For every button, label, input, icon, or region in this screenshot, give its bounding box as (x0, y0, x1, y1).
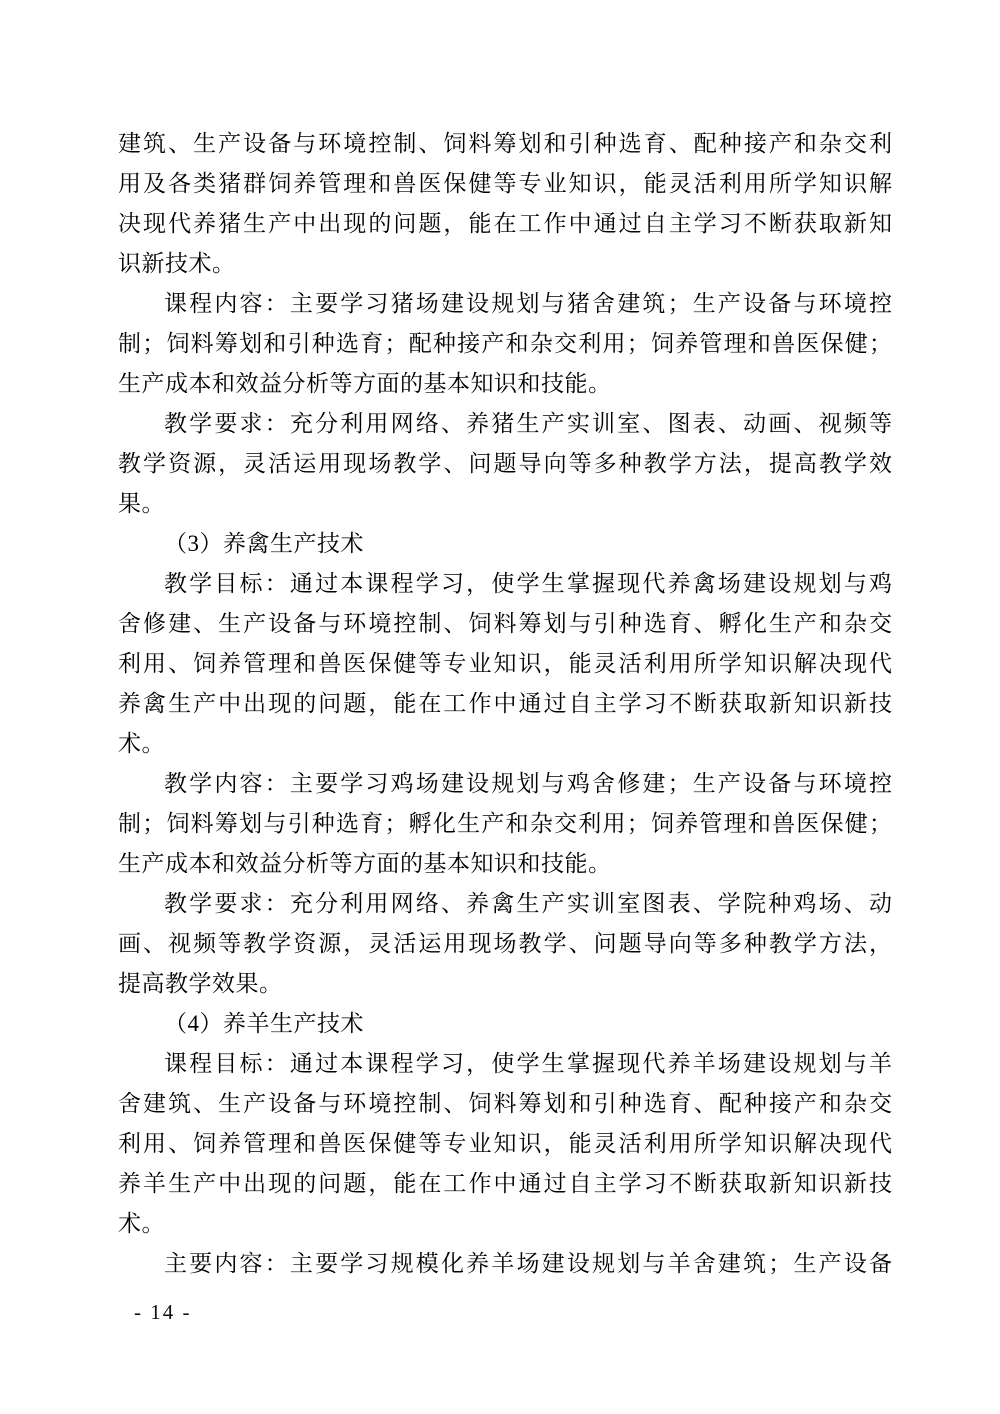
text-line: 术。 (118, 731, 165, 756)
text-line: 舍建筑、生产设备与环境控制、饲料筹划和引种选育、配种接产和杂交 (118, 1091, 892, 1116)
text-line: 用及各类猪群饲养管理和兽医保健等专业知识，能灵活利用所学知识解 (118, 171, 892, 196)
text-line: 制；饲料筹划与引种选育；孵化生产和杂交利用；饲养管理和兽医保健； (118, 811, 892, 836)
text-line: 制；饲料筹划和引种选育；配种接产和杂交利用；饲养管理和兽医保健； (118, 331, 892, 356)
document-body-text (118, 124, 892, 1284)
section-heading-sheep: （4）养羊生产技术 (164, 1011, 364, 1036)
text-line: 主要内容：主要学习规模化养羊场建设规划与羊舍建筑；生产设备 (164, 1251, 892, 1276)
text-line: 生产成本和效益分析等方面的基本知识和技能。 (118, 851, 612, 876)
text-line: 生产成本和效益分析等方面的基本知识和技能。 (118, 371, 612, 396)
text-line: 术。 (118, 1211, 165, 1236)
text-line: 利用、饲养管理和兽医保健等专业知识，能灵活利用所学知识解决现代 (118, 1131, 892, 1156)
text-line: 课程内容：主要学习猪场建设规划与猪舍建筑；生产设备与环境控 (164, 291, 892, 316)
text-line: 课程目标：通过本课程学习，使学生掌握现代养羊场建设规划与羊 (164, 1051, 892, 1076)
text-line: 决现代养猪生产中出现的问题，能在工作中通过自主学习不断获取新知 (118, 211, 892, 236)
section-heading-poultry: （3）养禽生产技术 (164, 531, 364, 556)
text-line: 教学资源，灵活运用现场教学、问题导向等多种教学方法，提高教学效 (118, 451, 892, 476)
text-line: 利用、饲养管理和兽医保健等专业知识，能灵活利用所学知识解决现代 (118, 651, 892, 676)
text-line: 识新技术。 (118, 251, 236, 276)
text-line: 画、视频等教学资源，灵活运用现场教学、问题导向等多种教学方法， (118, 931, 892, 956)
text-line: 教学要求：充分利用网络、养禽生产实训室图表、学院种鸡场、动 (164, 891, 892, 916)
text-line: 果。 (118, 491, 165, 516)
text-line: 教学目标：通过本课程学习，使学生掌握现代养禽场建设规划与鸡 (164, 571, 892, 596)
text-line: 养羊生产中出现的问题，能在工作中通过自主学习不断获取新知识新技 (118, 1171, 892, 1196)
page-number: - 14 - (134, 1300, 192, 1324)
text-line: 舍修建、生产设备与环境控制、饲料筹划与引种选育、孵化生产和杂交 (118, 611, 892, 636)
text-line: 建筑、生产设备与环境控制、饲料筹划和引种选育、配种接产和杂交利 (118, 131, 892, 156)
text-line: 养禽生产中出现的问题，能在工作中通过自主学习不断获取新知识新技 (118, 691, 892, 716)
text-line: 教学内容：主要学习鸡场建设规划与鸡舍修建；生产设备与环境控 (164, 771, 892, 796)
text-line: 教学要求：充分利用网络、养猪生产实训室、图表、动画、视频等 (164, 411, 892, 436)
text-line: 提高教学效果。 (118, 971, 283, 996)
